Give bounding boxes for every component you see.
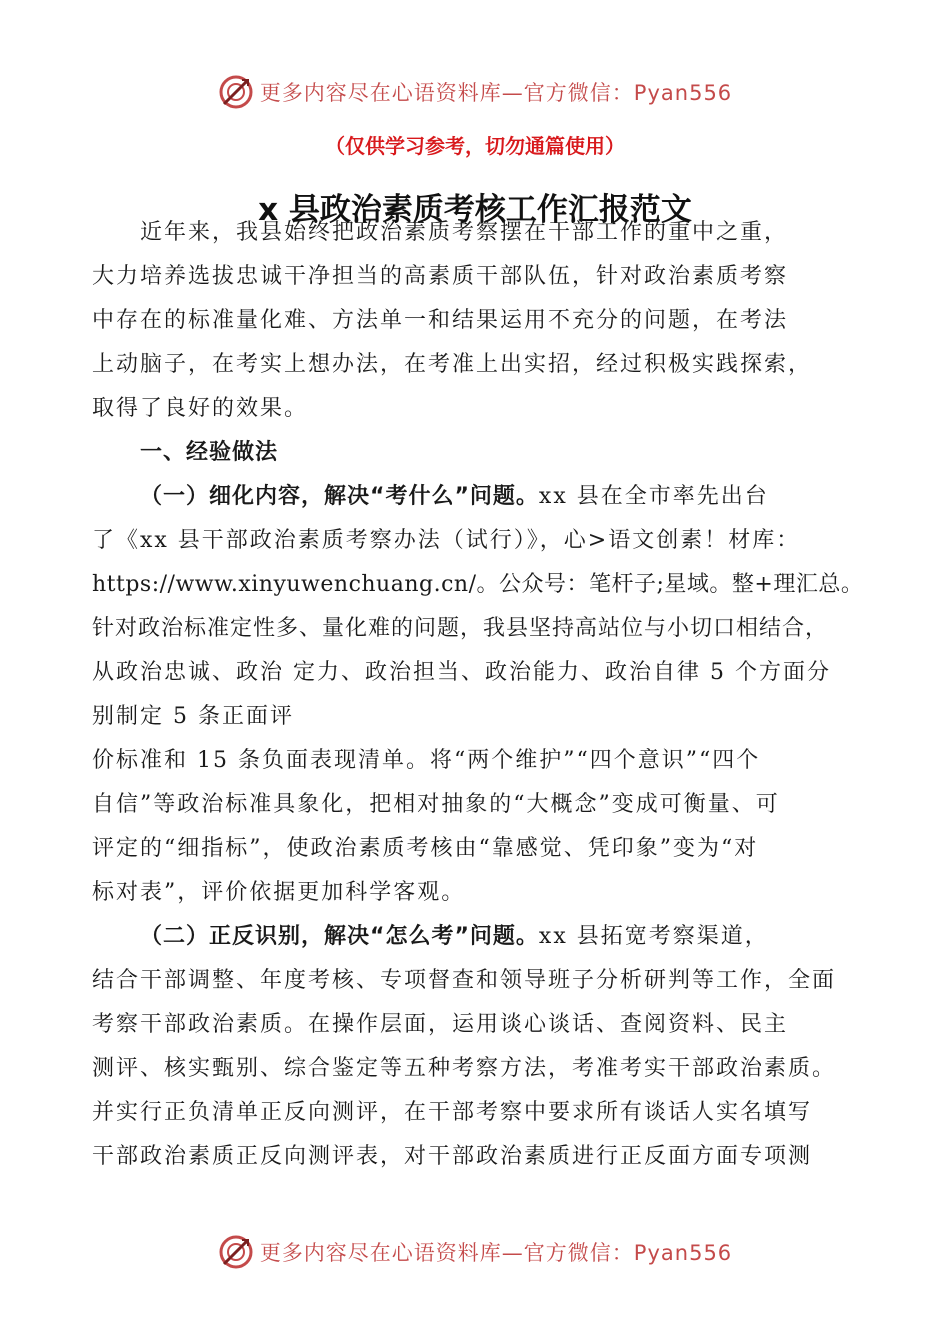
body-line: 自信”等政治标准具象化，把相对抽象的“大概念”变成可衡量、可 — [92, 792, 780, 817]
body-line: 评定的“细指标”，使政治素质考核由“靠感觉、凭印象”变为“对 — [92, 836, 759, 861]
watermark-logo-icon — [218, 74, 254, 110]
body-line: 从政治忠诚、政治 定力、政治担当、政治能力、政治自律 5 个方面分 — [92, 660, 831, 685]
document-title: x 县政治素质考核工作汇报范文 — [258, 192, 692, 228]
watermark-logo-icon — [218, 1234, 254, 1270]
body-line: 测评、核实甄别、综合鉴定等五种考察方法，考准考实干部政治素质。 — [92, 1056, 837, 1081]
body-line: 别制定 5 条正面评 — [92, 704, 294, 729]
intro-line: 取得了良好的效果。 — [92, 396, 309, 421]
section-heading: 一、经验做法 — [140, 440, 279, 465]
body-line: 结合干部调整、年度考核、专项督查和领导班子分析研判等工作，全面 — [92, 968, 837, 993]
body-line: https://www.xinyuwenchuang.cn/。公众号：笔杆子;星域。整+理汇总。 — [92, 572, 864, 597]
watermark-text: 更多内容尽在心语资料库—官方微信：Pyan556 — [259, 1241, 733, 1265]
intro-line: 中存在的标准量化难、方法单一和结果运用不充分的问题，在考法 — [92, 308, 789, 333]
body-line: 了《xx 县干部政治素质考察办法（试行）》，心>语文创素！材库： — [92, 528, 801, 553]
intro-line: 近年来，我县始终把政治素质考察摆在干部工作的重中之重， — [140, 220, 789, 245]
body-line: 并实行正负清单正反向测评，在干部考察中要求所有谈话人实名填写 — [92, 1100, 813, 1125]
subsection-heading: （一）细化内容，解决“考什么”问题。 — [140, 484, 539, 509]
watermark-banner-bottom — [0, 1232, 950, 1272]
subsection-text: xx 县在全市率先出台 — [538, 484, 769, 509]
subsection-heading: （二）正反识别，解决“怎么考”问题。 — [140, 924, 539, 949]
intro-line: 大力培养选拔忠诚干净担当的高素质干部队伍，针对政治素质考察 — [92, 264, 789, 289]
watermark-text: 更多内容尽在心语资料库—官方微信：Pyan556 — [259, 81, 733, 105]
subsection-first-line — [140, 922, 769, 952]
body-line: 价标准和 15 条负面表现清单。将“两个维护”“四个意识”“四个 — [92, 748, 761, 773]
intro-line: 上动脑子，在考实上想办法，在考准上出实招，经过积极实践探索， — [92, 352, 813, 377]
watermark-banner-top — [0, 72, 950, 112]
body-line: 干部政治素质正反向测评表，对干部政治素质进行正反面方面专项测 — [92, 1144, 813, 1169]
body-line: 针对政治标准定性多、量化难的问题，我县坚持高站位与小切口相结合， — [92, 616, 829, 641]
body-line: 考察干部政治素质。在操作层面，运用谈心谈话、查阅资料、民主 — [92, 1012, 789, 1037]
usage-notice: （仅供学习参考，切勿通篇使用） — [325, 134, 625, 158]
subsection-text: xx 县拓宽考察渠道， — [538, 924, 769, 949]
subsection-first-line — [140, 482, 769, 512]
body-line: 标对表”，评价依据更加科学客观。 — [92, 880, 466, 905]
